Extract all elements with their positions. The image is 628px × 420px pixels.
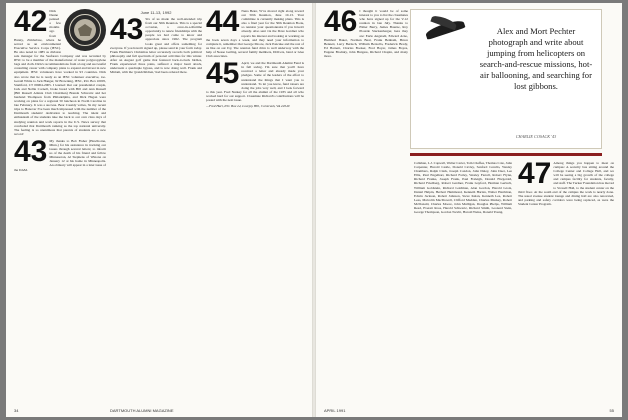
ad-photo <box>417 16 475 144</box>
class-note-entry <box>206 57 304 102</box>
class-note-entry <box>518 161 614 206</box>
left-column-3 <box>206 9 304 401</box>
left-column-1 <box>14 9 106 401</box>
class-note-entry <box>324 9 408 58</box>
class-note-entry <box>206 9 304 58</box>
class-note-text: Six of us made the well-attended trip from our 50th Reunion. This is a special occasion, a once-in-a-lifetime opportunity to renew friendships with the people we had come to know and appreciate since 1962. The program looks great and offers something for everyone. If you haven't signed up, please send in your form today. Frank Hartman's Christmas letter accurately records both political philosophy and full spectrum of personal activities for this winter. After an August golf game that featured back-to-back birdies, Frank experienced three pains, suffered a major heart attack, underwent a quadruple bypass, and is now doing well. Frank and Miriam, with the 'grandchildren,' had been ordered there. <box>110 17 202 75</box>
ad-signature: CHARLIE COSACK '43 <box>515 134 557 139</box>
class-note-entry <box>14 134 106 172</box>
class-note-entry <box>14 9 106 136</box>
ad-headline: Alex and Mort Pechter photograph and write about jumping from helicopters on search-and-rescue missions, hot-air ballooning, and searching for lost gibbons. <box>479 26 593 91</box>
seal-caption: June 11-13, 1992 <box>140 10 172 15</box>
right-page <box>316 3 622 417</box>
ad-divider <box>410 153 602 156</box>
class-year-number: 46 <box>324 9 358 38</box>
class-year-number: 42 <box>14 9 48 38</box>
right-column-1 <box>324 9 408 401</box>
folio-left: 34 <box>14 408 19 413</box>
class-note-text: My thanks to Bob Fisher (Hawthorne, Minn.) for his assistance in tracking our issues through several letters; to inform us of the death of his friend and fellow Minnesotan, Al Stephens of Winona on January 12 at his home in Minneapolis. An obituary will appear in a later issue of the DAM. <box>14 138 106 172</box>
right-column-3 <box>518 161 614 401</box>
class-year-number: 47 <box>518 161 552 190</box>
class-note-text: Among things you happen to meet on campus: A security bus sitting around the College Center and College Hall, and we will be seeing a big growth of the college and campus facility for students, faculty, and staff. The Tucker Foundation has moved to Stowell Hall, to the student center on the third floor. At the south end of the campus the work is nearly done. The usual avenue student lounge and dining hall are also renovated, and parking and safety corridors were being replaced, as were the Student Center Program. <box>518 161 614 206</box>
magazine-spread <box>6 3 622 417</box>
left-page <box>6 3 312 417</box>
class-year-number: 43 <box>14 134 48 168</box>
right-column-2 <box>414 161 512 401</box>
advertisement <box>410 9 602 149</box>
magazine-name: DARTMOUTH ALUMNI MAGAZINE <box>110 408 174 413</box>
class-note-text: Callahan, L.J. Capwell, Walter Carter, Tom Chaffee, Thomas Cole, John Carpenter, Harold Castle, Donald Cavley, Sanford Cerullo, Wesley Chambers, Ralph Clark, Joseph Condon, John Daley, John Deer, Lee Ellis, Paul Engelhart, Richard Farley, Wesley Farrell, Robert Flynn, Richard Franks, Joseph Frank, Paul Fraleigh, Donald Fitzgerald, Richard Friedberg, Robert Gardner, Frank Gayford, Herman Gerlach, William Goldstein, Richard Goldman, Alan Gordon, Harold Grotz, Daniel Halpin, Herbert Hammond, Kenneth Harlan, Walter Harriman, Edwin Jackson, Robert Johnson, Steve Kalan, Kenneth Lee, Robert Leas, Malcolm MacDowell, Clifford Madden, Charles Markey, Robert McDonald, Charles Moore, John Mulligan, Douglas Phelps, William Reed, Everett Ross, Harold Schwartz, Richard Smith, Leonard Stein, George Thompson, Gordon Trevitt, Harold Weiss, Donald Young. <box>414 161 512 215</box>
class-year-number: 44 <box>206 9 240 38</box>
reunion-seal-image <box>64 9 106 51</box>
class-note-text: April, we and the Dartmouth Alumni Fund is in full swing. I'm sure that you'll have received a letter and already made your pledges. Some of the leaders of the effort to understand the things that I want you to understand. To let you know, fund raisers are doing the jobs very well, and I look forward to this year. Fred Nurkey for all the alumni of the 1935 and all who worked hard for our support. Classmate Richard's contributions will be posted with the next issue. <box>206 61 304 102</box>
class-year-number: 45 <box>206 57 240 91</box>
class-note-text: Dick Deane penned a few months ago from Hanny, Zimbabwe, where he served as an environmental Executive Service Corps (IESC). He also noted in 1985 as division sale manager for the Seafarers Company and was recruited by IESC to be a member of the manufacturer of water polypropylene bags and cloth. Dick's recommendations from a long and successful consulting career with company plans to expand and invest in new equipment. IESC volunteers have worked in 93 countries. Dick also wrote that he is ready as an IESC volunteer executive, too. Gerald White to Jack Hanger, 92 Browning, IESC, P.O. Box 10005, Stamford, CT 06904-2005. I learned that our presidential couple, Jack and Nellie Cornell, broke bread with Bill and Ann Russell (Bill Russell Atlanta Club Chairman) Brenda Schwartz and her husband Thompson from Philadelphia, and Dick Hagan were working on plans for a regional 50 luncheon in North Carolina in late February. It was a success. Bear Cassidy writes, 'In my recent trips to Hanover I've been much impressed with the number of the Dartmouth students' dedication to teaching. The talent and enthusiasm of the students take me back to our own class days of studying reunion and work reports in the U.S. News survey that concluded that Dartmouth ranking as the top national university. The feeling is so unanimous that parents of students are a new record.' <box>14 9 106 136</box>
class-note-entry <box>110 13 202 75</box>
class-note-text: I thought it would be of some interest to you to list the classmates who have signed up for the V-12 reunion in late July. Thanks to Elmer Berry, James Bourne, Roy Plourde Stuckenberger, here they are: Earle Angstadt, Edward Arno, Humbert Baker, Norman Beal, Frank Benham, Bruce Bennett, Larry Bertuch, William Berzolla, Frederick Brady, Ed Barnett, Charles Booker, Fred Boyer, James Boyes, Eugene Brodsky, John Burgess, Richard Chapin, and many more. <box>324 9 408 59</box>
folio-right: 55 <box>609 408 614 413</box>
issue-date: APRIL 1991 <box>324 408 346 413</box>
left-column-2 <box>110 9 202 401</box>
class-note-text: Nena Beier, W've moved right along toward our 50th Reunion, June 10-13. Your committee is currently making plans. This is also a final year for the 50th Reunion Book, so reunion your questionnaire if you haven't already. Also sent via the Dave Gardner who reports his interest and looking at working on the book seven days a week, and they need your information to complete it, remember that George Moore, Jack Pancake and the rest of us like on our Ivy, The reunion fund drive is well underway with the help of Neese Gatling, several family members, DOCers, band or Glee Club associates. <box>206 9 304 59</box>
class-year-number: 43 <box>110 13 144 46</box>
closing-address: —Fred Hart, P.O. Box 24, Lovejoy Hill, Corsicash, VA 22049 <box>206 104 290 109</box>
